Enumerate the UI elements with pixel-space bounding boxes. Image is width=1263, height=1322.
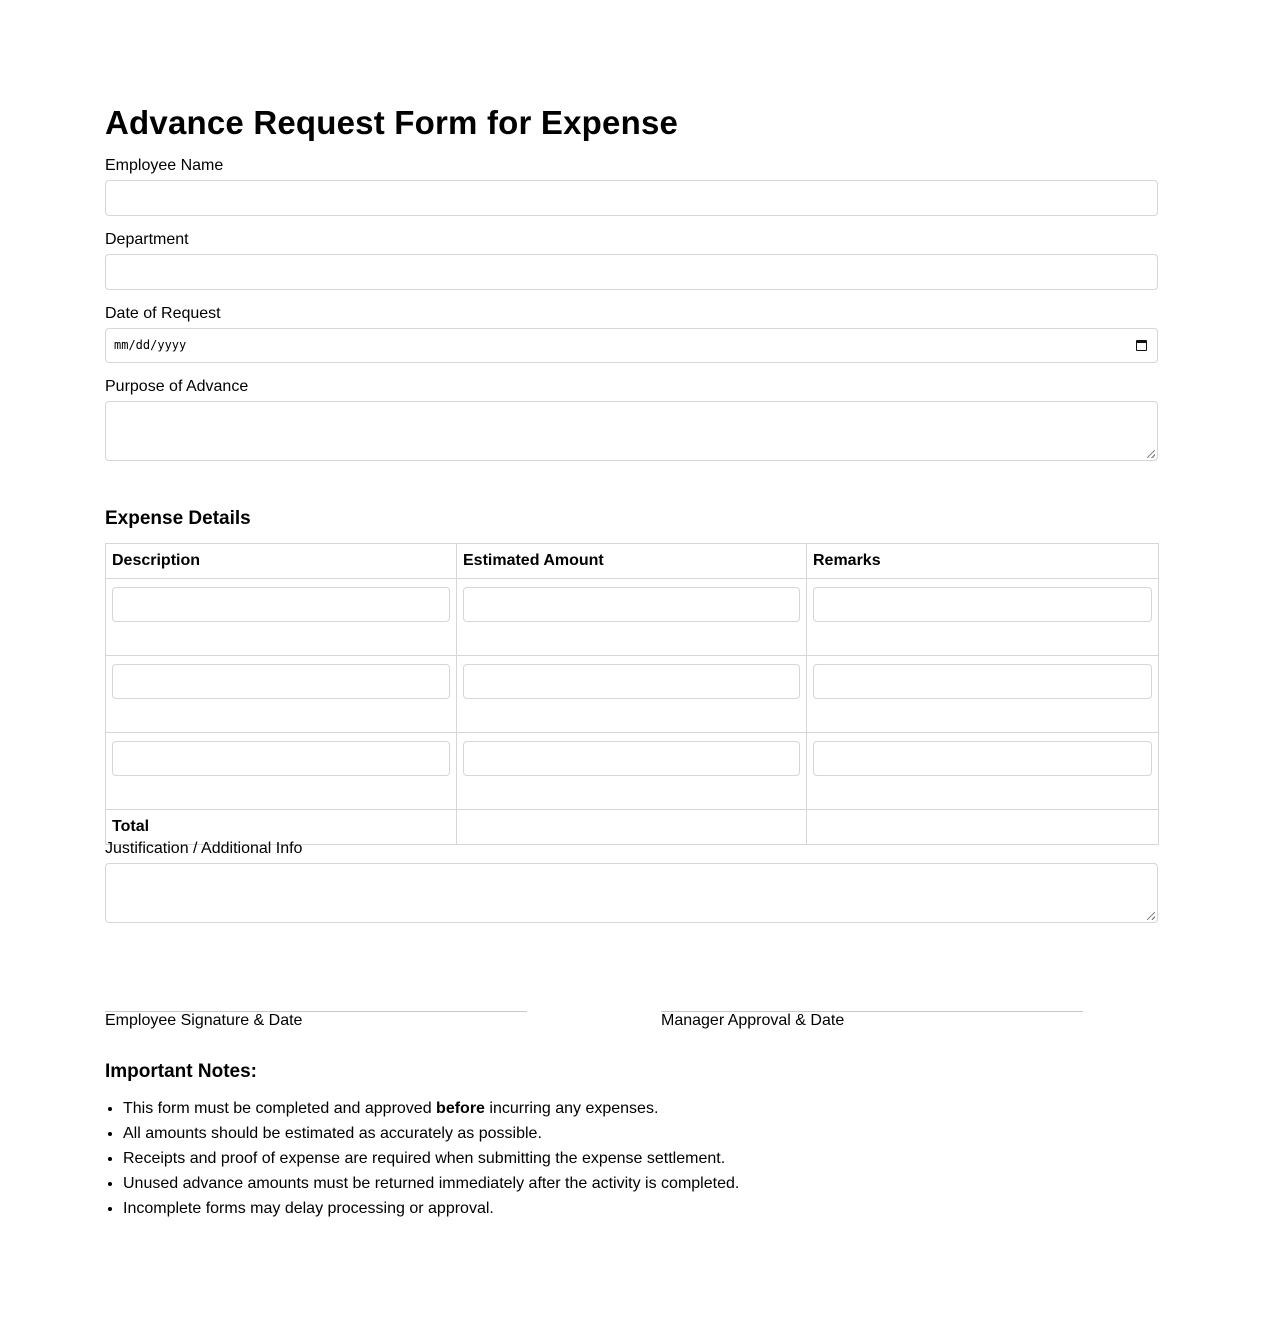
list-item: • Receipts and proof of expense are required when submitting the expense settlement. [123,1146,1123,1171]
note-emphasis: before [436,1100,485,1117]
description-input[interactable] [112,741,450,776]
list-item [123,1096,1123,1121]
column-header-remarks: Remarks [807,544,1159,579]
important-notes-heading: Important Notes: [105,1061,257,1082]
purpose-textarea[interactable] [105,401,1158,461]
estimated-amount-input[interactable] [463,664,800,699]
note-text: This form must be completed and approved [123,1100,437,1117]
expense-table [105,543,1159,845]
remarks-input[interactable] [813,664,1152,699]
total-remarks-cell [807,810,1159,845]
list-item: • All amounts should be estimated as accurately as possible. [123,1121,1123,1146]
table-cell [807,579,1159,656]
resize-handle-icon[interactable] [1147,912,1155,920]
justification-textarea[interactable] [105,863,1158,923]
justification-label: Justification / Additional Info [105,840,303,857]
total-amount-cell [457,810,807,845]
table-cell [106,579,457,656]
table-cell [457,656,807,733]
calendar-icon[interactable] [1136,340,1147,351]
date-of-request-label: Date of Request [105,305,221,322]
table-cell [457,579,807,656]
notes-list [105,1096,1123,1221]
estimated-amount-input[interactable] [463,741,800,776]
column-header-description: Description [106,544,457,579]
description-input[interactable] [112,664,450,699]
employee-name-input[interactable] [105,180,1158,216]
purpose-label: Purpose of Advance [105,378,249,395]
list-item: • Incomplete forms may delay processing or approval. [123,1196,1123,1221]
table-cell [807,733,1159,810]
table-cell [106,656,457,733]
employee-signature-label: Employee Signature & Date [105,1012,303,1029]
resize-handle-icon[interactable] [1147,450,1155,458]
table-row [106,656,1159,733]
column-header-estimated-amount: Estimated Amount [457,544,807,579]
department-label: Department [105,231,189,248]
table-cell [807,656,1159,733]
expense-details-heading: Expense Details [105,508,251,529]
page-title: Advance Request Form for Expense [105,104,679,141]
remarks-input[interactable] [813,741,1152,776]
list-item: • Unused advance amounts must be returned immediately after the activity is completed. [123,1171,1123,1196]
table-header-row [106,544,1159,579]
date-placeholder: mm/dd/yyyy [114,338,187,352]
department-input[interactable] [105,254,1158,290]
total-label: Total [106,810,457,845]
date-of-request-input[interactable] [105,328,1158,363]
estimated-amount-input[interactable] [463,587,800,622]
manager-approval-label: Manager Approval & Date [661,1012,845,1029]
table-row [106,579,1159,656]
table-row [106,733,1159,810]
description-input[interactable] [112,587,450,622]
table-cell [457,733,807,810]
table-cell [106,733,457,810]
note-text: incurring any expenses. [484,1100,659,1117]
remarks-input[interactable] [813,587,1152,622]
employee-name-label: Employee Name [105,157,224,174]
